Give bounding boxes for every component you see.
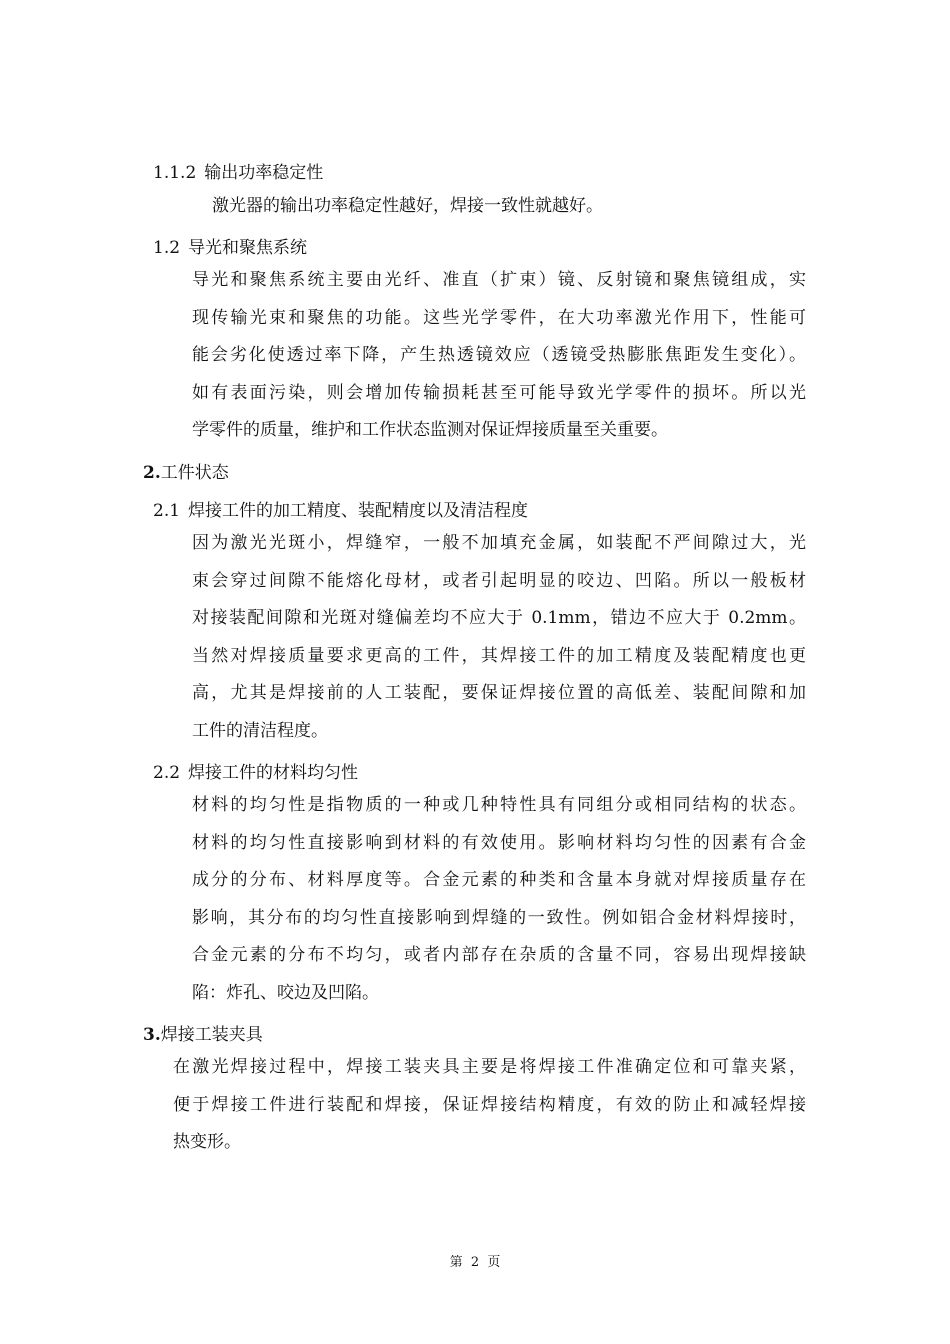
section-title: 输出功率稳定性 [204,163,324,183]
text-line: 因为激光光斑小，焊缝窄，一般不加填充金属，如装配不严间隙过大，光 [192,533,806,553]
text-line: 便于焊接工件进行装配和焊接，保证焊接结构精度，有效的防止和减轻焊接 [173,1094,806,1115]
section-title: 焊接工件的加工精度、装配精度以及清洁程度 [188,501,529,521]
section-number: 1.2 [153,238,181,258]
section-number: 2.2 [153,763,181,783]
paragraph-1-2 [192,262,806,450]
paragraph-2-1 [192,525,806,750]
section-heading-1-2 [153,233,307,258]
section-title: 焊接工装夹具 [160,1025,263,1045]
section-heading-2 [143,458,229,483]
text-line: 合金元素的分布不均匀，或者内部存在杂质的含量不同，容易出现焊接缺 [192,945,806,965]
text-line: 高，尤其是焊接前的人工装配，要保证焊接位置的高低差、装配间隙和加 [192,683,806,703]
section-heading-3 [143,1020,263,1045]
text-line: 能会劣化使透过率下降，产生热透镜效应（透镜受热膨胀焦距发生变化）。 [192,345,806,365]
section-heading-2-2 [153,758,358,783]
text-line: 束会穿过间隙不能熔化母材，或者引起明显的咬边、凹陷。所以一般板材 [192,570,806,591]
text-line: 工件的清洁程度。 [192,720,328,741]
text-line: 导光和聚焦系统主要由光纤、准直（扩束）镜、反射镜和聚焦镜组成，实 [192,270,806,290]
text-line: 材料的均匀性是指物质的一种或几种特性具有同组分或相同结构的状态。 [192,795,806,815]
text-line: 当然对焊接质量要求更高的工件，其焊接工件的加工精度及装配精度也更 [192,645,806,666]
text-line: 影响，其分布的均匀性直接影响到焊缝的一致性。例如铝合金材料焊接时， [192,907,806,928]
paragraph-3 [173,1049,806,1162]
paragraph-2-2 [192,787,806,1012]
text-line: 对接装配间隙和光斑对缝偏差均不应大于 0.1mm，错边不应大于 0.2mm。 [192,608,806,628]
page-number: 第 2 页 [449,1255,501,1270]
text-line: 学零件的质量，维护和工作状态监测对保证焊接质量至关重要。 [192,420,668,440]
section-title: 焊接工件的材料均匀性 [188,763,359,783]
section-number: 2. [143,463,161,483]
text-line: 现传输光束和聚焦的功能。这些光学零件，在大功率激光作用下，性能可 [192,307,806,328]
text-line: 如有表面污染，则会增加传输损耗甚至可能导致光学零件的损坏。所以光 [192,382,806,403]
text-line: 激光器的输出功率稳定性越好，焊接一致性就越好。 [212,196,603,216]
section-title: 工件状态 [160,463,229,483]
text-line: 成分的分布、材料厚度等。合金元素的种类和含量本身就对焊接质量存在 [192,870,806,890]
section-number: 2.1 [153,501,181,521]
section-title: 导光和聚焦系统 [188,238,308,258]
section-heading-1-1-2 [153,158,323,183]
section-number: 3. [143,1025,161,1045]
text-line: 热变形。 [173,1132,241,1152]
section-number: 1.1.2 [153,163,197,183]
text-line: 陷：炸孔、咬边及凹陷。 [192,982,379,1003]
paragraph-1-1-2 [212,188,603,226]
text-line: 材料的均匀性直接影响到材料的有效使用。影响材料均匀性的因素有合金 [192,832,806,853]
section-heading-2-1 [153,496,528,521]
text-line: 在激光焊接过程中，焊接工装夹具主要是将焊接工件准确定位和可靠夹紧， [173,1057,806,1077]
